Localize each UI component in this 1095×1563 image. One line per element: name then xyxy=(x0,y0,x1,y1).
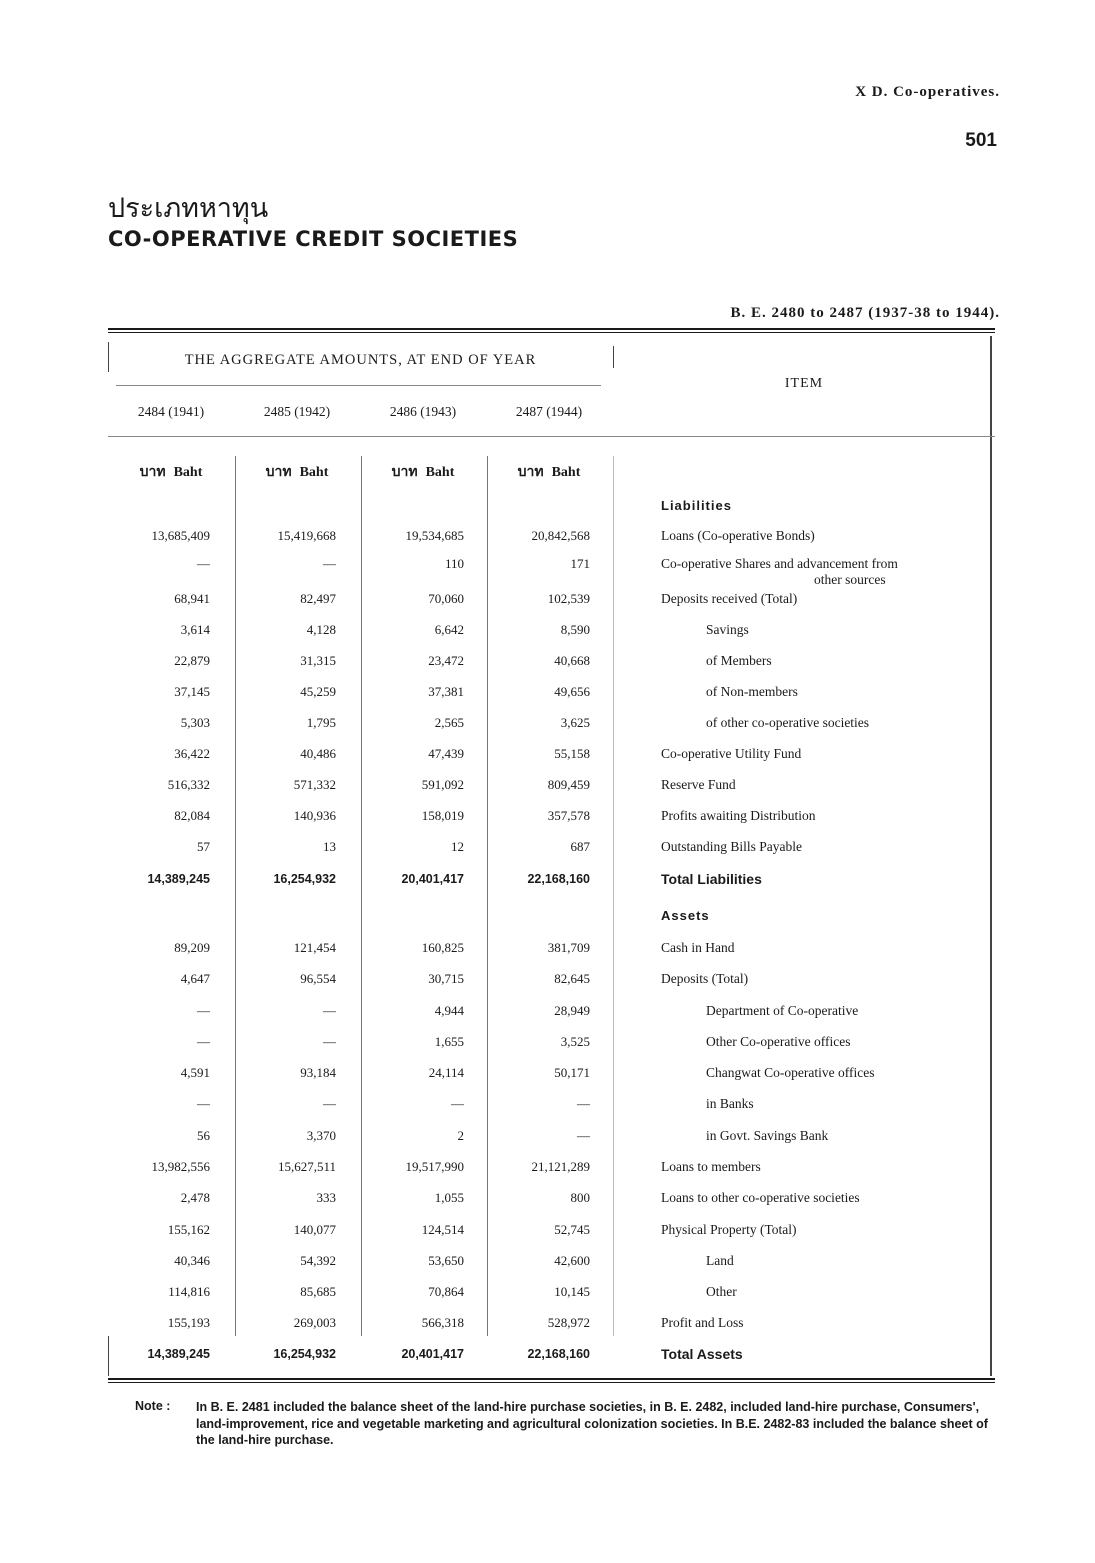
table-row xyxy=(108,591,995,617)
value-cell: 70,864 xyxy=(428,1284,464,1299)
item-label-text: Outstanding Bills Payable xyxy=(661,839,802,854)
value-cell: 155,193 xyxy=(167,1315,210,1330)
year-header-2485: 2485 (1942) xyxy=(263,404,331,419)
item-label-text: Loans (Co-operative Bonds) xyxy=(661,528,815,543)
item-column-header: ITEM xyxy=(784,376,824,391)
value-cell: 160,825 xyxy=(421,940,464,955)
item-label-text: Loans to other co-operative societies xyxy=(661,1190,860,1205)
value-cell: 4,591 xyxy=(180,1065,210,1080)
table-row xyxy=(108,1159,995,1185)
value-cell: 19,534,685 xyxy=(405,528,464,543)
value-cell: 55,158 xyxy=(554,746,590,761)
value-cell: 381,709 xyxy=(547,940,590,955)
item-label xyxy=(706,1096,1026,1112)
value-cell: 1,795 xyxy=(306,715,336,730)
item-label xyxy=(661,808,981,824)
value-cell: 809,459 xyxy=(547,777,590,792)
unit-thai: บาท xyxy=(391,464,418,480)
item-label xyxy=(706,1003,1026,1019)
value-cell: 15,627,511 xyxy=(277,1159,336,1174)
item-label xyxy=(661,746,981,762)
value-cell: 68,941 xyxy=(174,591,210,606)
value-cell: 3,614 xyxy=(180,622,210,637)
table-row xyxy=(108,653,995,679)
value-cell: 4,944 xyxy=(434,1003,464,1018)
value-cell: 24,114 xyxy=(428,1065,464,1080)
value-cell: 171 xyxy=(570,556,590,571)
item-label xyxy=(661,1190,981,1206)
value-cell: 4,128 xyxy=(306,622,336,637)
item-label xyxy=(706,1034,1026,1050)
value-cell: 591,092 xyxy=(421,777,464,792)
value-cell: 15,419,668 xyxy=(277,528,336,543)
item-label-text: Liabilities xyxy=(661,498,732,513)
table-row xyxy=(108,1253,995,1279)
value-cell: 102,539 xyxy=(547,591,590,606)
unit-en: Baht xyxy=(425,465,455,480)
item-label xyxy=(661,971,981,987)
year-header-2487: 2487 (1944) xyxy=(515,404,583,419)
table-row xyxy=(108,1096,995,1122)
table-row xyxy=(108,715,995,741)
value-cell: 96,554 xyxy=(300,971,336,986)
value-cell: 47,439 xyxy=(428,746,464,761)
table-row xyxy=(108,940,995,966)
item-label-text: Loans to members xyxy=(661,1159,761,1174)
table-row xyxy=(108,1065,995,1091)
value-cell: 82,084 xyxy=(174,808,210,823)
value-cell: 36,422 xyxy=(174,746,210,761)
item-label-continuation: other sources xyxy=(814,572,886,587)
item-label xyxy=(661,940,981,956)
item-label-text: Co-operative Utility Fund xyxy=(661,746,802,761)
item-label-text: Deposits (Total) xyxy=(661,971,749,986)
aggregate-title: THE AGGREGATE AMOUNTS, AT END OF YEAR xyxy=(184,352,537,368)
statistics-table xyxy=(108,328,995,1382)
value-cell: 19,517,990 xyxy=(405,1159,464,1174)
page-number: 501 xyxy=(965,130,997,151)
value-cell: 566,318 xyxy=(421,1315,464,1330)
item-label xyxy=(661,556,981,588)
item-label-text: Cash in Hand xyxy=(661,940,735,955)
item-label-text: Profit and Loss xyxy=(661,1315,744,1330)
item-label-text: Other Co-operative offices xyxy=(706,1034,851,1049)
value-cell: 42,600 xyxy=(554,1253,590,1268)
table-row xyxy=(108,1222,995,1248)
value-cell: 1,655 xyxy=(434,1034,464,1049)
value-cell: 37,381 xyxy=(428,684,464,699)
value-cell: 85,685 xyxy=(300,1284,336,1299)
value-cell: — xyxy=(577,1128,590,1143)
value-cell: 140,077 xyxy=(293,1222,336,1237)
item-label-text: Co-operative Shares and advancement from xyxy=(661,556,898,571)
value-cell: 82,497 xyxy=(300,591,336,606)
value-cell: 16,254,932 xyxy=(273,872,336,886)
value-cell: 3,525 xyxy=(560,1034,590,1049)
value-cell: 687 xyxy=(570,839,590,854)
value-cell: 121,454 xyxy=(293,940,336,955)
item-label xyxy=(706,1253,1026,1269)
value-cell: 13,982,556 xyxy=(151,1159,210,1174)
value-cell: 53,650 xyxy=(428,1253,464,1268)
value-cell: 3,370 xyxy=(306,1128,336,1143)
value-cell: — xyxy=(197,556,210,571)
value-cell: 8,590 xyxy=(560,622,590,637)
value-cell: — xyxy=(197,1003,210,1018)
table-row xyxy=(108,777,995,803)
item-label-text: Total Liabilities xyxy=(661,871,762,887)
item-label xyxy=(661,1315,981,1331)
value-cell: 20,842,568 xyxy=(531,528,590,543)
value-cell: 50,171 xyxy=(554,1065,590,1080)
period-label: B. E. 2480 to 2487 (1937-38 to 1944). xyxy=(730,305,1000,321)
unit-en: Baht xyxy=(299,465,329,480)
unit-header-col4 xyxy=(486,461,612,483)
value-cell: 2 xyxy=(457,1128,464,1143)
item-label xyxy=(661,1159,981,1175)
value-cell: — xyxy=(451,1096,464,1111)
value-cell: 1,055 xyxy=(434,1190,464,1205)
value-cell: 89,209 xyxy=(174,940,210,955)
section-reference: X D. Co-operatives. xyxy=(855,84,1000,100)
value-cell: 20,401,417 xyxy=(401,1347,464,1361)
note-label: Note : xyxy=(135,1399,171,1413)
unit-thai: บาท xyxy=(517,464,544,480)
item-label xyxy=(661,528,981,544)
value-cell: 158,019 xyxy=(421,808,464,823)
item-label-text: Savings xyxy=(706,622,749,637)
item-label-text: Physical Property (Total) xyxy=(661,1222,797,1237)
value-cell: — xyxy=(323,1003,336,1018)
item-label-text: of Non-members xyxy=(706,684,798,699)
item-label-text: Total Assets xyxy=(661,1346,743,1362)
year-header-2486: 2486 (1943) xyxy=(389,404,457,419)
table-row xyxy=(108,808,995,834)
item-label xyxy=(706,1065,1026,1081)
value-cell: 5,303 xyxy=(180,715,210,730)
unit-thai: บาท xyxy=(139,464,166,480)
value-cell: 22,168,160 xyxy=(527,1347,590,1361)
item-label-text: Other xyxy=(706,1284,737,1299)
value-cell: 528,972 xyxy=(547,1315,590,1330)
value-cell: 22,168,160 xyxy=(527,872,590,886)
table-row xyxy=(108,1284,995,1310)
value-cell: 4,647 xyxy=(180,971,210,986)
item-label xyxy=(706,1284,1026,1300)
value-cell: 357,578 xyxy=(547,808,590,823)
note-text: In B. E. 2481 included the balance sheet of the land-hire purchase societies, in B. E. 2482, included land-hire purchase, Consumers', land-improvement, rice and vegetable marketing and agricultural colonization societies. In B.E. 2482-83 included the balance sheet of the land-hire purchase. xyxy=(196,1400,988,1447)
table-row xyxy=(108,556,995,587)
value-cell: 49,656 xyxy=(554,684,590,699)
item-label-text: Reserve Fund xyxy=(661,777,736,792)
top-rule xyxy=(108,328,995,330)
value-cell: 12 xyxy=(451,839,464,854)
item-label xyxy=(661,1346,981,1362)
item-label-text: in Banks xyxy=(706,1096,754,1111)
total-row xyxy=(108,1346,995,1372)
table-row xyxy=(108,1034,995,1060)
item-label xyxy=(706,1128,1026,1144)
item-label xyxy=(661,591,981,607)
item-label-text: of other co-operative societies xyxy=(706,715,870,730)
item-label xyxy=(661,1222,981,1238)
item-label-text: Changwat Co-operative offices xyxy=(706,1065,875,1080)
value-cell: 140,936 xyxy=(293,808,336,823)
page-title-thai: ประเภทหาทุน xyxy=(108,193,269,224)
bottom-rule-thin xyxy=(108,1382,995,1383)
item-label xyxy=(706,684,1026,700)
value-cell: 2,565 xyxy=(434,715,464,730)
value-cell: 333 xyxy=(316,1190,336,1205)
value-cell: 23,472 xyxy=(428,653,464,668)
item-label-text: Profits awaiting Distribution xyxy=(661,808,816,823)
value-cell: 54,392 xyxy=(300,1253,336,1268)
value-cell: 56 xyxy=(197,1128,210,1143)
value-cell: 45,259 xyxy=(300,684,336,699)
section-heading xyxy=(661,498,981,514)
value-cell: 22,879 xyxy=(174,653,210,668)
table-row xyxy=(108,1315,995,1341)
table-row xyxy=(108,684,995,710)
value-cell: — xyxy=(197,1034,210,1049)
value-cell: 6,642 xyxy=(434,622,464,637)
value-cell: 52,745 xyxy=(554,1222,590,1237)
value-cell: 800 xyxy=(570,1190,590,1205)
value-cell: 16,254,932 xyxy=(273,1347,336,1361)
table-row xyxy=(108,1003,995,1029)
table-row xyxy=(108,746,995,772)
value-cell: 70,060 xyxy=(428,591,464,606)
total-row xyxy=(108,871,995,897)
value-cell: 571,332 xyxy=(293,777,336,792)
unit-header-col1 xyxy=(108,461,234,483)
page-title: CO-OPERATIVE CREDIT SOCIETIES xyxy=(108,227,519,251)
value-cell: 13,685,409 xyxy=(151,528,210,543)
year-underline xyxy=(108,436,995,437)
value-cell: 93,184 xyxy=(300,1065,336,1080)
item-label-text: Land xyxy=(706,1253,734,1268)
value-cell: 10,145 xyxy=(554,1284,590,1299)
table-row xyxy=(108,528,995,554)
table-row xyxy=(108,839,995,865)
bottom-rule xyxy=(108,1378,995,1380)
value-cell: 37,145 xyxy=(174,684,210,699)
value-cell: 21,121,289 xyxy=(531,1159,590,1174)
item-label-text: Assets xyxy=(661,908,710,923)
item-label-text: Deposits received (Total) xyxy=(661,591,798,606)
year-header-2484: 2484 (1941) xyxy=(137,404,205,419)
value-cell: 2,478 xyxy=(180,1190,210,1205)
value-cell: 516,332 xyxy=(167,777,210,792)
unit-header-col3 xyxy=(360,461,486,483)
aggregate-divider xyxy=(613,346,614,368)
value-cell: 14,389,245 xyxy=(147,1347,210,1361)
top-rule-thin xyxy=(108,332,995,333)
value-cell: 3,625 xyxy=(560,715,590,730)
value-cell: 30,715 xyxy=(428,971,464,986)
unit-header-col2 xyxy=(234,461,360,483)
value-cell: 28,949 xyxy=(554,1003,590,1018)
value-cell: 31,315 xyxy=(300,653,336,668)
section-heading-row xyxy=(108,498,995,524)
value-cell: 40,346 xyxy=(174,1253,210,1268)
table-row xyxy=(108,1190,995,1216)
value-cell: 14,389,245 xyxy=(147,872,210,886)
item-label xyxy=(661,777,981,793)
value-cell: 20,401,417 xyxy=(401,872,464,886)
value-cell: 124,514 xyxy=(421,1222,464,1237)
value-cell: 155,162 xyxy=(167,1222,210,1237)
value-cell: — xyxy=(323,1096,336,1111)
value-cell: 57 xyxy=(197,839,210,854)
header-underline xyxy=(116,385,601,386)
value-cell: 110 xyxy=(444,556,464,571)
item-label xyxy=(661,839,981,855)
section-heading xyxy=(661,908,981,924)
unit-en: Baht xyxy=(551,465,581,480)
value-cell: 269,003 xyxy=(293,1315,336,1330)
value-cell: 82,645 xyxy=(554,971,590,986)
item-label-text: Department of Co-operative xyxy=(706,1003,859,1018)
item-label xyxy=(706,653,1026,669)
item-label xyxy=(706,622,1026,638)
item-label xyxy=(661,871,981,887)
value-cell: — xyxy=(577,1096,590,1111)
section-heading-row xyxy=(108,908,995,934)
value-cell: — xyxy=(197,1096,210,1111)
unit-thai: บาท xyxy=(265,464,292,480)
value-cell: — xyxy=(323,1034,336,1049)
value-cell: 40,486 xyxy=(300,746,336,761)
item-label xyxy=(706,715,1026,731)
value-cell: 40,668 xyxy=(554,653,590,668)
table-row xyxy=(108,1128,995,1154)
value-cell: 114,816 xyxy=(168,1284,210,1299)
table-row xyxy=(108,971,995,997)
value-cell: 13 xyxy=(323,839,336,854)
item-label-text: in Govt. Savings Bank xyxy=(706,1128,829,1143)
item-label-text: of Members xyxy=(706,653,772,668)
table-row xyxy=(108,622,995,648)
unit-en: Baht xyxy=(173,465,203,480)
value-cell: — xyxy=(323,556,336,571)
